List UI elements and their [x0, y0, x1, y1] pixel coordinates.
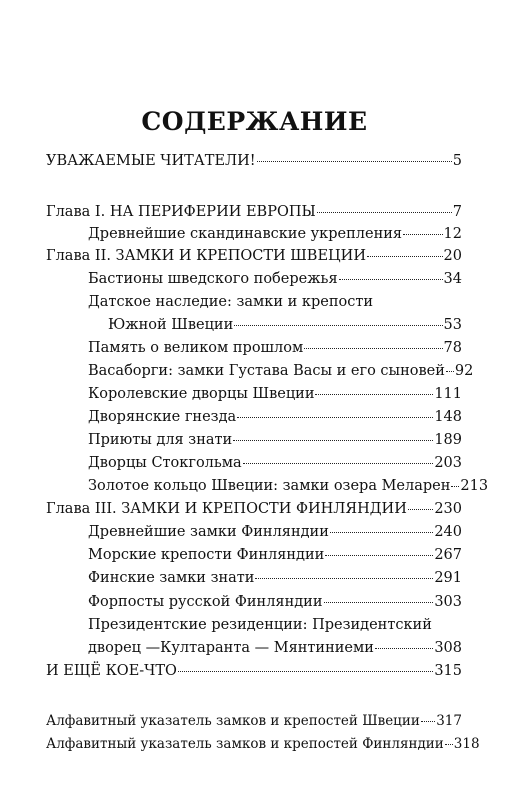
toc-entry[interactable]: [88, 569, 462, 587]
toc-entry-page: 308: [434, 640, 462, 656]
leader-dots: [325, 555, 433, 556]
toc-entry-page: 291: [434, 570, 462, 586]
leader-dots: [446, 371, 454, 372]
toc-entry-label: Южной Швеции: [108, 317, 234, 333]
toc-entry-label-line1: Президентские резиденции: Президентский: [88, 617, 432, 633]
toc-entry[interactable]: [46, 203, 462, 221]
page-title: СОДЕРЖАНИЕ: [141, 107, 368, 136]
toc-entry-label: Алфавитный указатель замков и крепостей Финляндии: [46, 736, 444, 752]
toc-entry[interactable]: [46, 247, 462, 265]
toc-entry[interactable]: [46, 662, 462, 680]
toc-entry-page: 267: [434, 547, 462, 563]
toc-entry[interactable]: [88, 408, 462, 426]
toc-entry-page: 203: [434, 455, 462, 471]
toc-entry-label: И ЕЩЁ КОЕ-ЧТО: [46, 663, 177, 679]
toc-entry-page: 53: [443, 317, 462, 333]
toc-entry-label: Золотое кольцо Швеции: замки озера Меларен: [88, 478, 451, 494]
toc-entry[interactable]: [108, 316, 462, 334]
toc-entry-label: УВАЖАЕМЫЕ ЧИТАТЕЛИ!: [46, 153, 256, 169]
toc-entry-label: Древнейшие скандинавские укрепления: [88, 226, 403, 242]
toc-entry-page: 7: [452, 204, 462, 220]
toc-entry-label: Глава III. ЗАМКИ И КРЕПОСТИ ФИНЛЯНДИИ: [46, 501, 407, 517]
toc-entry-label: Морские крепости Финляндии: [88, 547, 325, 563]
toc-entry-page: 5: [452, 153, 462, 169]
toc-entry-label: Приюты для знати: [88, 432, 233, 448]
toc-entry[interactable]: [88, 385, 462, 403]
toc-entry-page: 92: [454, 363, 474, 379]
leader-dots: [315, 394, 433, 395]
leader-dots: [233, 440, 433, 441]
toc-entry[interactable]: [88, 339, 462, 357]
toc-entry-page: 230: [434, 501, 462, 517]
toc-entry-label: Финские замки знати: [88, 570, 255, 586]
toc-entry[interactable]: [46, 500, 462, 518]
toc-entry[interactable]: [88, 431, 462, 449]
toc-entry-label: Память о великом прошлом: [88, 340, 304, 356]
leader-dots: [234, 325, 442, 326]
toc-entry[interactable]: [88, 639, 462, 657]
toc-entry[interactable]: [88, 477, 489, 495]
toc-entry-page: 34: [443, 271, 462, 287]
toc-entry-label: Древнейшие замки Финляндии: [88, 524, 329, 540]
toc-entry-page: 213: [460, 478, 489, 494]
toc-entry[interactable]: [88, 225, 462, 243]
leader-dots: [403, 234, 443, 235]
leader-dots: [421, 721, 435, 722]
toc-entry[interactable]: [46, 735, 480, 753]
toc-entry-page: 315: [434, 663, 462, 679]
toc-entry-page: 189: [434, 432, 462, 448]
leader-dots: [243, 463, 434, 464]
toc-entry-page: 20: [443, 248, 462, 264]
leader-dots: [451, 486, 459, 487]
leader-dots: [330, 532, 433, 533]
toc-entry-page: 78: [443, 340, 462, 356]
toc-entry-label: Глава II. ЗАМКИ И КРЕПОСТИ ШВЕЦИИ: [46, 248, 366, 264]
leader-dots: [255, 578, 433, 579]
toc-entry-page: 12: [443, 226, 462, 242]
toc-entry[interactable]: [88, 546, 462, 564]
leader-dots: [178, 671, 433, 672]
toc-entry[interactable]: [46, 712, 462, 730]
toc-entry[interactable]: [88, 270, 462, 288]
toc-entry-page: 111: [434, 386, 462, 402]
leader-dots: [375, 648, 433, 649]
toc-entry[interactable]: [88, 593, 462, 611]
toc-entry-label: Глава I. НА ПЕРИФЕРИИ ЕВРОПЫ: [46, 204, 316, 220]
leader-dots: [237, 417, 433, 418]
toc-entry-page: 318: [453, 736, 480, 752]
toc-entry-label: Королевские дворцы Швеции: [88, 386, 315, 402]
toc-entry-label: Форпосты русской Финляндии: [88, 594, 323, 610]
leader-dots: [445, 744, 453, 745]
toc-entry-page: 240: [434, 524, 462, 540]
toc-entry-label: Бастионы шведского побережья: [88, 271, 338, 287]
toc-entry-label: Васаборги: замки Густава Васы и его сыновей: [88, 363, 445, 379]
toc-entry-label-line1: Датское наследие: замки и крепости: [88, 294, 374, 310]
toc-entry-page: 317: [436, 713, 462, 729]
toc-entry[interactable]: [88, 523, 462, 541]
toc-entry[interactable]: [88, 454, 462, 472]
toc-entry[interactable]: [88, 362, 474, 380]
toc-entry-label: Дворцы Стокгольма: [88, 455, 242, 471]
toc-entry-page: 148: [434, 409, 462, 425]
toc-entry[interactable]: [46, 152, 462, 170]
toc-entry-label: Алфавитный указатель замков и крепостей Швеции: [46, 713, 420, 729]
leader-dots: [304, 348, 442, 349]
toc-entry-label: дворец —Култаранта — Мянтиниеми: [88, 640, 374, 656]
leader-dots: [324, 602, 434, 603]
leader-dots: [408, 509, 433, 510]
toc-entry-label: Дворянские гнезда: [88, 409, 237, 425]
toc-entry-page: 303: [434, 594, 462, 610]
leader-dots: [317, 212, 452, 213]
leader-dots: [257, 161, 452, 162]
leader-dots: [339, 279, 443, 280]
leader-dots: [367, 256, 443, 257]
